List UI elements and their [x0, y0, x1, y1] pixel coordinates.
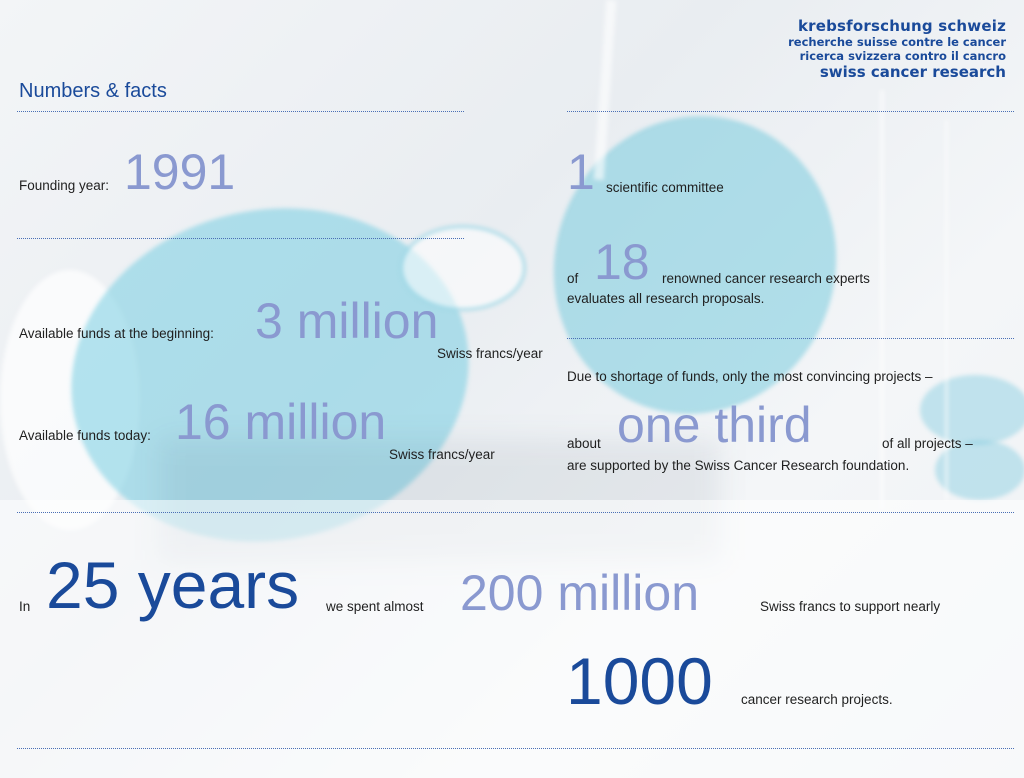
divider	[17, 238, 464, 239]
funds-today-value: 16 million	[175, 394, 387, 450]
projects-label: cancer research projects.	[741, 692, 893, 707]
divider	[567, 111, 1014, 112]
experts-line-2: evaluates all research proposals.	[567, 291, 765, 306]
spent-label: we spent almost	[326, 599, 424, 614]
francs-label: Swiss francs to support nearly	[760, 599, 941, 614]
page-title: Numbers & facts	[19, 80, 167, 102]
logo-line-german: krebsforschung schweiz	[797, 17, 1006, 35]
one-third-value: one third	[617, 397, 812, 453]
years-value: 25 years	[46, 548, 300, 622]
experts-label: renowned cancer research experts	[662, 271, 870, 286]
experts-prefix: of	[567, 271, 579, 286]
funds-today-unit: Swiss francs/year	[389, 447, 495, 462]
about-label: about	[567, 436, 601, 451]
experts-value: 18	[594, 234, 650, 290]
funds-begin-value: 3 million	[255, 293, 439, 349]
projects-value: 1000	[566, 644, 713, 718]
logo	[788, 18, 1006, 82]
logo-line-english: swiss cancer research	[819, 63, 1006, 81]
divider	[17, 111, 464, 112]
supported-text: are supported by the Swiss Cancer Research foundation.	[567, 458, 910, 473]
shortage-text: Due to shortage of funds, only the most convincing projects –	[567, 369, 933, 384]
divider	[17, 748, 1014, 749]
million-value: 200 million	[460, 565, 700, 621]
founding-year-value: 1991	[124, 144, 236, 200]
funds-begin-label: Available funds at the beginning:	[19, 326, 214, 341]
logo-line-french: recherche suisse contre le cancer	[788, 35, 1006, 49]
funds-today-label: Available funds today:	[19, 428, 151, 443]
in-label: In	[19, 599, 31, 614]
funds-begin-unit: Swiss francs/year	[437, 346, 543, 361]
logo-line-italian: ricerca svizzera contro il cancro	[799, 49, 1006, 63]
committee-value: 1	[567, 144, 595, 200]
divider	[567, 338, 1014, 339]
committee-label: scientific committee	[606, 180, 724, 195]
founding-year-label: Founding year:	[19, 178, 110, 193]
one-third-suffix: of all projects –	[882, 436, 973, 451]
divider	[17, 512, 1014, 513]
